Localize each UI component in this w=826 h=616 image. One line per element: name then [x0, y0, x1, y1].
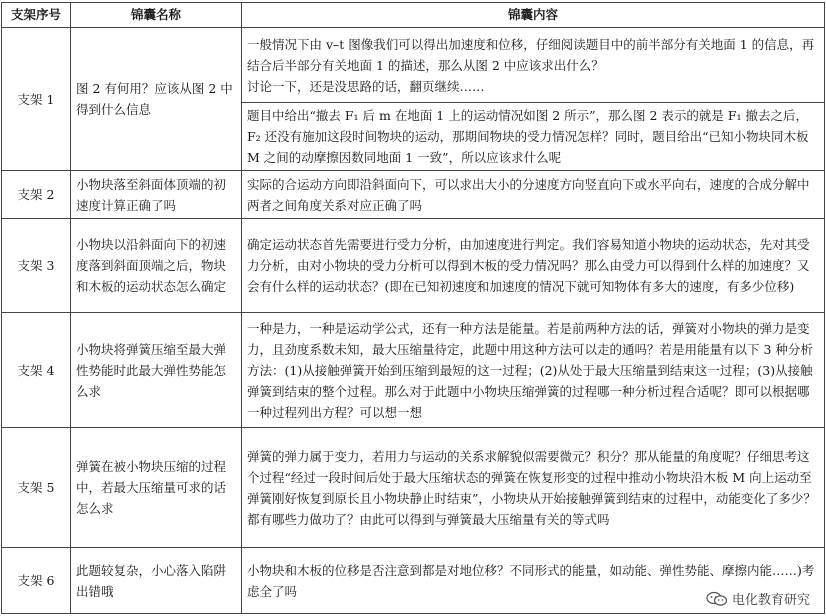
pouch-name: 此题较复杂，小心落入陷阱出错哦	[71, 548, 242, 614]
scaffold-id: 支架 6	[2, 548, 71, 614]
scaffold-id: 支架 2	[2, 171, 71, 219]
content-line: 一般情况下由 v–t 图像我们可以得出加速度和位移，仔细阅读题目中的前半部分有关地面 1 的信息，再结合后半部分有关地面 1 的描述，那么从图 2 中应该求出什么？	[247, 36, 815, 73]
watermark-text: 电化教育研究	[731, 593, 810, 608]
pouch-name: 小物块将弹簧压缩至最大弹性势能时此最大弹性势能怎么求	[71, 313, 242, 428]
content-line: 讨论一下，还是没思路的话，翻页继续……	[247, 78, 485, 94]
table-row	[2, 313, 825, 428]
pouch-name: 小物块以沿斜面向下的初速度落到斜面顶端之后，物块和木板的运动状态怎么确定	[71, 219, 242, 313]
scaffold-id: 支架 5	[2, 428, 71, 548]
pouch-content: 确定运动状态首先需要进行受力分析，由加速度进行判定。我们容易知道小物块的运动状态，先对其受力分析，由对小物块的受力分析可以得到木板的受力情况吗？那么由受力可以得到什么样的加速度？又会有什么样的运动状态？(即在已知初速度和加速度的情况下就可知物体有多大的速度，有多少位移)	[242, 219, 825, 313]
pouch-content: 一种是力，一种是运动学公式，还有一种方法是能量。若是前两种方法的话，弹簧对小物块的弹力是变力，且劲度系数未知，最大压缩量待定，此题中用这种方法可以走的通吗？若是用能量有以下 3 种分析方法：(1)从接触弹簧开始到压缩到最短的这一过程；(2)从处于最大压缩量到结束这一过程；(3)从接触弹簧到结束的整个过程。那么对于此题中小物块压缩弹簧的过程哪一种分析过程合适呢？即可以根据哪一种过程列出方程？可以想一想	[242, 313, 825, 428]
table-row	[2, 28, 825, 103]
pouch-content: 实际的合运动方向即沿斜面向下，可以求出大小的分速度方向竖直向下或水平向右，速度的合成分解中两者之间角度关系对应正确了吗	[242, 171, 825, 219]
pouch-content	[242, 28, 825, 103]
scaffold-id: 支架 1	[2, 28, 71, 171]
table-row	[2, 428, 825, 548]
pouch-content: 弹簧的弹力属于变力，若用力与运动的关系求解貌似需要微元？积分？那从能量的角度呢？仔细思考这个过程“经过一段时间后处于最大压缩状态的弹簧在恢复形变的过程中推动小物块沿木板 M 向上运动至弹簧刚好恢复到原长且小物块静止时结束”，小物块从开始接触弹簧到结束的过程中，动能变化了多少？都有哪些力做功了？由此可以得到与弹簧最大压缩量有关的等式吗	[242, 428, 825, 548]
table-row	[2, 219, 825, 313]
pouch-name: 小物块落至斜面体顶端的初速度计算正确了吗	[71, 171, 242, 219]
table-row	[2, 548, 825, 614]
content-line: 题目中给出“撤去 F₁ 后 m 在地面 1 上的运动情况如图 2 所示”，那么图 2 表示的就是 F₁ 撤去之后，F₂ 还没有施加这段时间物块的运动，那期间物块的受力情况怎样？同时，题目给出“已知小物块同木板 M 之间的动摩擦因数同地面 1 一致”，所以应该求什么呢	[247, 108, 809, 165]
table-header-row	[2, 3, 825, 28]
watermark	[704, 589, 812, 608]
header-scaffold-number: 支架序号	[2, 3, 71, 28]
pouch-name: 弹簧在被小物块压缩的过程中，若最大压缩量可求的话怎么求	[71, 428, 242, 548]
scaffold-table	[1, 2, 825, 614]
pouch-content	[242, 103, 825, 171]
scaffold-id: 支架 4	[2, 313, 71, 428]
table-row	[2, 171, 825, 219]
scaffold-id: 支架 3	[2, 219, 71, 313]
header-pouch-name: 锦囊名称	[71, 3, 242, 28]
pouch-content: 小物块和木板的位移是否注意到都是对地位移？不同形式的能量，如动能、弹性势能、摩擦内能……)考虑全了吗	[242, 548, 825, 614]
header-pouch-content: 锦囊内容	[242, 3, 825, 28]
pouch-name: 图 2 有何用？应该从图 2 中得到什么信息	[71, 28, 242, 171]
wechat-icon	[706, 591, 728, 607]
